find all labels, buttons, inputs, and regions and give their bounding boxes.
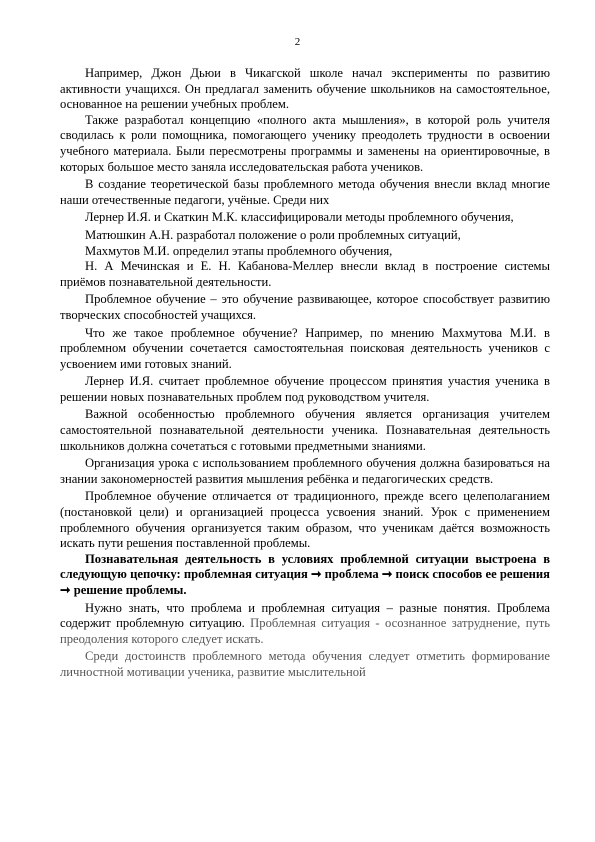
- paragraph: Матюшкин А.Н. разработал положение о роли проблемных ситуаций,: [85, 227, 461, 242]
- paragraph: Что же такое проблемное обучение? Например, по мнению Махмутова М.И. в проблемном обучении сочетается самостоятельная поисковая деятельность учеников с усвоением ими готовых знаний.: [60, 325, 550, 371]
- paragraph: Лернер И.Я. и Скаткин М.К. классифицировали методы проблемного обучения,: [85, 210, 514, 225]
- paragraph: Среди достоинств проблемного метода обучения следует отметить формирование личностной мотивации ученика, развитие мыслительной: [60, 649, 550, 679]
- paragraph-part: Нужно знать, что проблема и проблемная ситуация – разные понятия. Проблема содержит проблемную ситуацию.: [60, 600, 550, 631]
- paragraph: Лернер И.Я. считает проблемное обучение процессом принятия участия ученика в решении новых познавательных проблем под руководством учителя.: [60, 374, 550, 404]
- body-text: [60, 66, 550, 681]
- paragraph: Также разработал концепцию «полного акта мышления», в которой роль учителя сводилась к роли помощника, помогающего ученику преодолеть трудности в освоении учебного материала. Были пересмотрены программы и заменены на ориентировочные, в которых большое место заняла исследовательская работа учеников.: [60, 112, 550, 174]
- paragraph-bold: Познавательная деятельность в условиях проблемной ситуации выстроена в следующую цепочку: проблемная ситуация ➞ проблема ➞ поиск способов ее решения ➞ решение проблемы.: [60, 551, 550, 597]
- page-number: 2: [294, 36, 301, 48]
- paragraph: В создание теоретической базы проблемного метода обучения внесли вклад многие наши отечественные педагоги, учёные. Среди них: [60, 177, 550, 207]
- paragraph: Проблемное обучение отличается от традиционного, прежде всего целеполаганием (постановкой цели) и организацией процесса усвоения знаний. Урок с применением проблемного обучения организуется таким образом, что ученикам даётся возможность искать пути решения поставленной проблемы.: [60, 489, 550, 551]
- paragraph: Махмутов М.И. определил этапы проблемного обучения,: [85, 243, 393, 258]
- paragraph-part-gray: Проблемная ситуация - осознанное затруднение, путь преодоления которого следует искать.: [60, 616, 550, 646]
- paragraph: Например, Джон Дьюи в Чикагской школе начал эксперименты по развитию активности учащихся. Он предлагал заменить обучение школьников на самостоятельное, основанное на решении учебных проблем.: [60, 66, 550, 112]
- paragraph: Проблемное обучение – это обучение развивающее, которое способствует развитию творческих способностей учащихся.: [60, 292, 550, 322]
- paragraph: Организация урока с использованием проблемного обучения должна базироваться на знании закономерностей развития мышления ребёнка и педагогических средств.: [60, 456, 550, 486]
- paragraph: Важной особенностью проблемного обучения является организация учителем самостоятельной познавательной деятельности ученика. Познавательная деятельность школьников должна сочетаться с готовыми предметными знаниями.: [60, 407, 550, 453]
- paragraph: Н. А Мечинская и Е. Н. Кабанова-Меллер внесли вклад в построение системы приёмов познавательной деятельности.: [60, 259, 550, 289]
- paragraph: [60, 601, 550, 648]
